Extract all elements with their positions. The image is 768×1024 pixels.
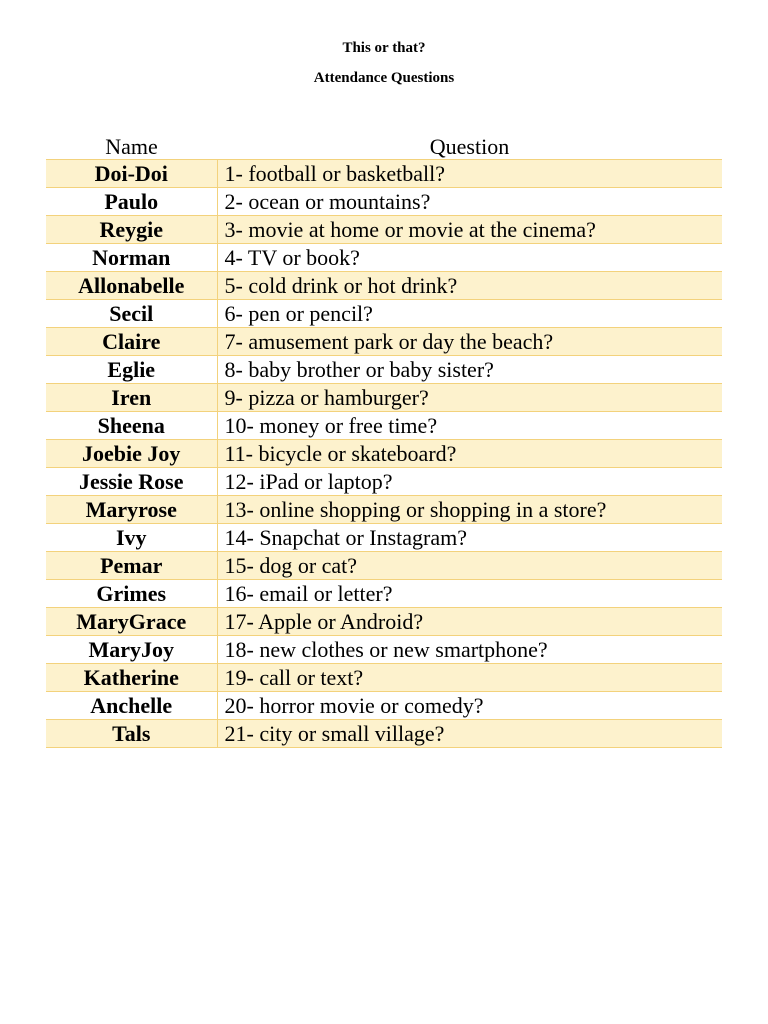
student-name-cell: Allonabelle (46, 272, 217, 300)
student-name-cell: Jessie Rose (46, 468, 217, 496)
student-name-cell: Tals (46, 720, 217, 748)
question-cell: 16- email or letter? (217, 580, 722, 608)
student-name-cell: Iren (46, 384, 217, 412)
table-row (46, 300, 722, 328)
document-title: This or that? (342, 40, 426, 56)
student-name-cell: Anchelle (46, 692, 217, 720)
question-cell: 17- Apple or Android? (217, 608, 722, 636)
question-cell: 3- movie at home or movie at the cinema? (217, 216, 722, 244)
table-row (46, 328, 722, 356)
table-row (46, 608, 722, 636)
question-cell: 5- cold drink or hot drink? (217, 272, 722, 300)
attendance-table (46, 131, 722, 748)
table-row (46, 636, 722, 664)
question-column-header: Question (217, 131, 722, 160)
question-cell: 20- horror movie or comedy? (217, 692, 722, 720)
table-row (46, 412, 722, 440)
question-cell: 1- football or basketball? (217, 160, 722, 188)
student-name-cell: Doi-Doi (46, 160, 217, 188)
student-name-cell: Reygie (46, 216, 217, 244)
table-row (46, 440, 722, 468)
question-cell: 11- bicycle or skateboard? (217, 440, 722, 468)
table-header-row (46, 131, 722, 160)
table-row (46, 524, 722, 552)
table-row (46, 160, 722, 188)
table-row (46, 384, 722, 412)
question-cell: 2- ocean or mountains? (217, 188, 722, 216)
question-cell: 10- money or free time? (217, 412, 722, 440)
document-subtitle: Attendance Questions (313, 70, 455, 86)
question-cell: 7- amusement park or day the beach? (217, 328, 722, 356)
table-row (46, 356, 722, 384)
student-name-cell: Norman (46, 244, 217, 272)
question-cell: 21- city or small village? (217, 720, 722, 748)
student-name-cell: Ivy (46, 524, 217, 552)
question-cell: 6- pen or pencil? (217, 300, 722, 328)
student-name-cell: Secil (46, 300, 217, 328)
table-row (46, 580, 722, 608)
name-column-header: Name (46, 131, 217, 160)
student-name-cell: Joebie Joy (46, 440, 217, 468)
table-row (46, 552, 722, 580)
student-name-cell: Paulo (46, 188, 217, 216)
table-row (46, 692, 722, 720)
question-cell: 18- new clothes or new smartphone? (217, 636, 722, 664)
table-row (46, 496, 722, 524)
question-cell: 13- online shopping or shopping in a store? (217, 496, 722, 524)
table-row (46, 216, 722, 244)
student-name-cell: MaryJoy (46, 636, 217, 664)
student-name-cell: Claire (46, 328, 217, 356)
question-cell: 12- iPad or laptop? (217, 468, 722, 496)
question-cell: 19- call or text? (217, 664, 722, 692)
student-name-cell: Sheena (46, 412, 217, 440)
table-body (46, 160, 722, 748)
student-name-cell: Katherine (46, 664, 217, 692)
student-name-cell: Grimes (46, 580, 217, 608)
question-cell: 9- pizza or hamburger? (217, 384, 722, 412)
question-cell: 8- baby brother or baby sister? (217, 356, 722, 384)
student-name-cell: Eglie (46, 356, 217, 384)
question-cell: 15- dog or cat? (217, 552, 722, 580)
table-row (46, 468, 722, 496)
table-row (46, 244, 722, 272)
question-cell: 4- TV or book? (217, 244, 722, 272)
table-row (46, 664, 722, 692)
table-row (46, 720, 722, 748)
student-name-cell: Maryrose (46, 496, 217, 524)
student-name-cell: Pemar (46, 552, 217, 580)
question-cell: 14- Snapchat or Instagram? (217, 524, 722, 552)
table-row (46, 188, 722, 216)
table-row (46, 272, 722, 300)
student-name-cell: MaryGrace (46, 608, 217, 636)
